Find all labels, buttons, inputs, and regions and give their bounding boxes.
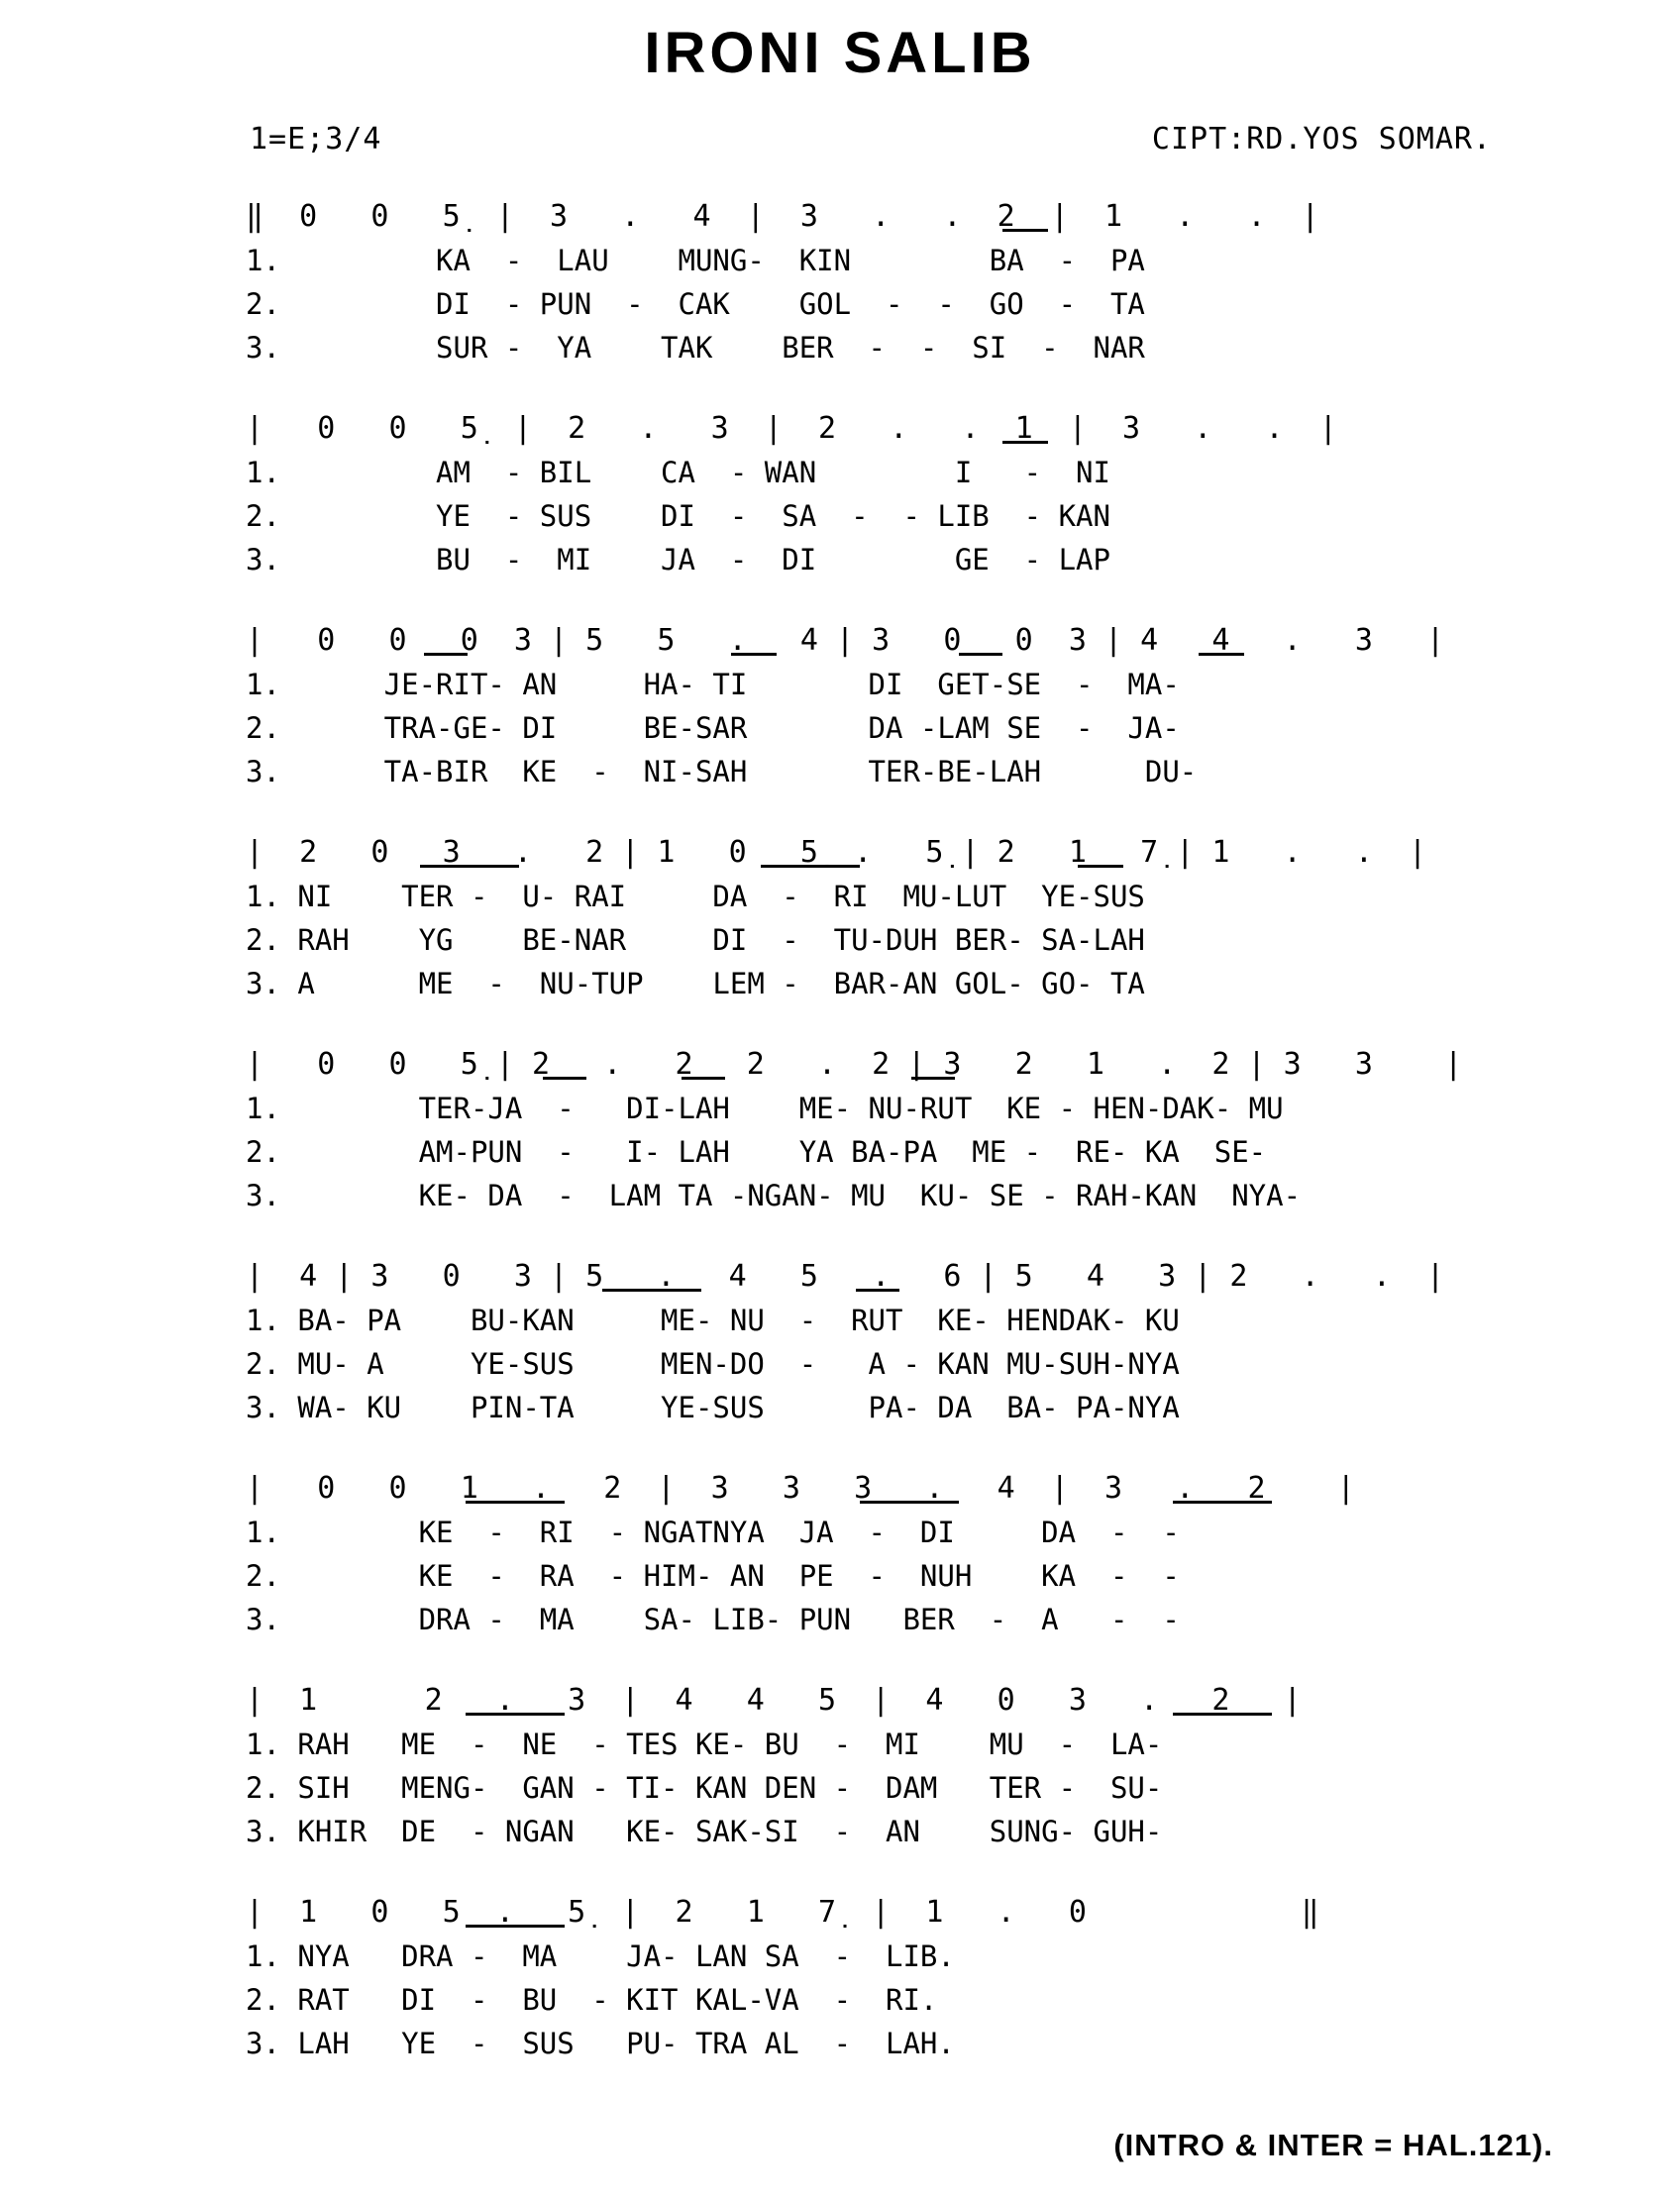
lyric-line: 3. TA-BIR KE - NI-SAH TER-BE-LAH DU- — [246, 755, 1198, 788]
lyric-line: 1. TER-JA - DI-LAH ME- NU-RUT KE - HEN-DAK- MU — [246, 1092, 1284, 1125]
lyric-line: 1. JE-RIT- AN HA- TI DI GET-SE - MA- — [246, 668, 1180, 701]
lyric-line: 2. SIH MENG- GAN - TI- KAN DEN - DAM TER - SU- — [246, 1771, 1163, 1805]
music-systems — [0, 195, 1680, 2065]
lyric-line: 2. RAT DI - BU - KIT KAL-VA - RI. — [246, 1983, 938, 2017]
lyric-line: 2. TRA-GE- DI BE-SAR DA -LAM SE - JA- — [246, 711, 1180, 745]
lyric-line: 1. AM - BIL CA - WAN I - NI — [246, 456, 1110, 489]
music-system — [246, 1255, 1680, 1429]
lyric-line: 1. BA- PA BU-KAN ME- NU - RUT KE- HENDAK- KU — [246, 1304, 1180, 1337]
page-title: IRONI SALIB — [644, 21, 1036, 85]
lyric-line: 3. KHIR DE - NGAN KE- SAK-SI - AN SUNG- GUH- — [246, 1815, 1163, 1848]
music-system — [246, 1891, 1680, 2065]
lyric-line: 3. DRA - MA SA- LIB- PUN BER - A - - — [246, 1603, 1180, 1636]
lyric-line: 3. LAH YE - SUS PU- TRA AL - LAH. — [246, 2027, 955, 2060]
music-system — [246, 831, 1680, 1005]
lyric-line: 2. MU- A YE-SUS MEN-DO - A - KAN MU-SUH-NYA — [246, 1347, 1180, 1381]
composer-credit: CIPT:RD.YOS SOMAR. — [1151, 122, 1492, 157]
lyric-line: 2. KE - RA - HIM- AN PE - NUH KA - - — [246, 1559, 1180, 1593]
music-system — [246, 1679, 1680, 1853]
notation-line: | 2 0 3 . 2 | 1 0 5̣ . 5̣ | 2 1 7̣ | 1 . . | — [246, 835, 1427, 870]
lyric-line: 1. NYA DRA - MA JA- LAN SA - LIB. — [246, 1939, 955, 1973]
notation-line: | 0 0 5̣ | 2 . 3 | 2 . . 1 | 3 . . | — [246, 411, 1337, 446]
lyric-line: 2. YE - SUS DI - SA - - LIB - KAN — [246, 499, 1110, 533]
notation-line: | 0 0 1 . 2 | 3 3 3 . 4 | 3 . 2 | — [246, 1471, 1355, 1506]
lyric-line: 3. A ME - NU-TUP LEM - BAR-AN GOL- GO- TA — [246, 967, 1145, 1000]
notation-line: | 4 | 3 0 3 | 5 . 4 5 . 6 | 5 4 3 | 2 . . | — [246, 1259, 1445, 1294]
lyric-line: 2. AM-PUN - I- LAH YA BA-PA ME - RE- KA SE- — [246, 1135, 1267, 1169]
footer-note: (INTRO & INTER = HAL.121). — [1113, 2128, 1553, 2162]
notation-line: | 1 2 . 3 | 4 4 5 | 4 0 3 . 2 | — [246, 1683, 1302, 1718]
notation-line: | 1 0 5̣ . 5̣ | 2 1 7̣ | 1 . 0 ‖ — [246, 1895, 1319, 1930]
score-header — [0, 122, 1680, 169]
lyric-line: 1. KA - LAU MUNG- KIN BA - PA — [246, 244, 1145, 277]
score-page — [0, 20, 1680, 2199]
lyric-line: 1. KE - RI - NGATNYA JA - DI DA - - — [246, 1516, 1180, 1549]
key-signature: 1=E;3/4 — [250, 122, 382, 157]
notation-line: | 0 0 5̣ | 2 . 2 2 . 2 | 3 2 1 . 2 | 3 3 | — [246, 1047, 1463, 1082]
lyric-line: 2. DI - PUN - CAK GOL - - GO - TA — [246, 287, 1145, 321]
music-system — [246, 407, 1680, 581]
lyric-line: 3. WA- KU PIN-TA YE-SUS PA- DA BA- PA-NYA — [246, 1391, 1180, 1424]
lyric-line: 1. NI TER - U- RAI DA - RI MU-LUT YE-SUS — [246, 880, 1145, 913]
notation-line: | 0 0 0 3 | 5 5 . 4 | 3 0 0 3 | 4 4 . 3 | — [246, 623, 1445, 658]
music-system — [246, 619, 1680, 793]
music-system — [246, 195, 1680, 369]
lyric-line: 3. SUR - YA TAK BER - - SI - NAR — [246, 331, 1145, 365]
lyric-line: 3. BU - MI JA - DI GE - LAP — [246, 543, 1110, 576]
lyric-line: 3. KE- DA - LAM TA -NGAN- MU KU- SE - RAH-KAN NYA- — [246, 1179, 1302, 1212]
music-system — [246, 1043, 1680, 1217]
lyric-line: 1. RAH ME - NE - TES KE- BU - MI MU - LA- — [246, 1728, 1163, 1761]
notation-line: ‖ 0 0 5̣ | 3 . 4 | 3 . . 2 | 1 . . | — [246, 199, 1319, 234]
lyric-line: 2. RAH YG BE-NAR DI - TU-DUH BER- SA-LAH — [246, 923, 1145, 957]
music-system — [246, 1467, 1680, 1641]
